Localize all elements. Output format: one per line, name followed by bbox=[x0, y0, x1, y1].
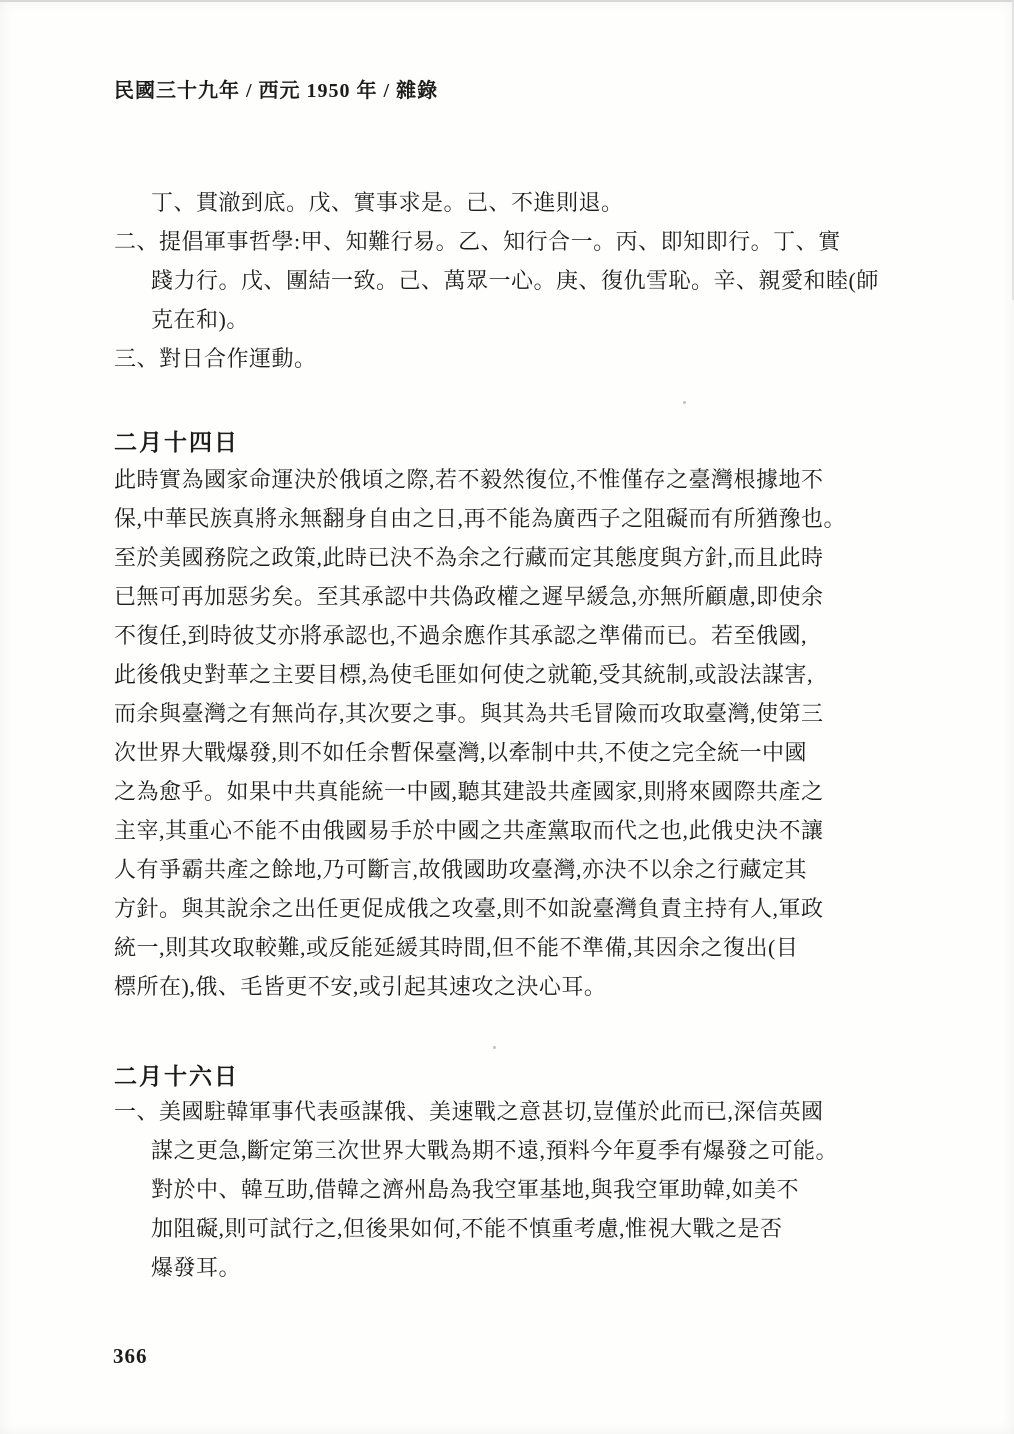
text-line: 踐力行。戊、團結一致。己、萬眾一心。庚、復仇雪恥。辛、親愛和睦(師 bbox=[151, 268, 879, 293]
text-line: 保,中華民族真將永無翻身自由之日,再不能為廣西子之阻礙而有所猶豫也。 bbox=[114, 506, 847, 531]
text-line: 爆發耳。 bbox=[151, 1255, 242, 1280]
text-line: 不復任,到時彼艾亦將承認也,不過余應作其承認之準備而已。若至俄國, bbox=[114, 623, 808, 648]
feb14-paragraph bbox=[114, 460, 944, 1006]
text-line: 至於美國務院之政策,此時已決不為余之行藏而定其態度與方針,而且此時 bbox=[114, 545, 824, 570]
page-number: 366 bbox=[113, 1344, 148, 1368]
top-list-block bbox=[114, 183, 944, 378]
text-line: 加阻礙,則可試行之,但後果如何,不能不慎重考慮,惟視大戰之是否 bbox=[151, 1216, 783, 1241]
text-line: 此後俄史對華之主要目標,為使毛匪如何使之就範,受其統制,或設法謀害, bbox=[114, 662, 814, 687]
text-line: 而余與臺灣之有無尚存,其次要之事。與其為共毛冒險而攻取臺灣,使第三 bbox=[114, 701, 824, 726]
entry-date-heading: 二月十六日 bbox=[114, 1064, 239, 1089]
text-line: 主宰,其重心不能不由俄國易手於中國之共產黨取而代之也,此俄史決不讓 bbox=[114, 818, 824, 843]
text-line: 二、提倡軍事哲學:甲、知難行易。乙、知行合一。丙、即知即行。丁、實 bbox=[114, 229, 841, 254]
text-line: 方針。與其說余之出任更促成俄之攻臺,則不如說臺灣負責主持有人,軍政 bbox=[114, 896, 824, 921]
feb16-list-block bbox=[114, 1092, 944, 1287]
scan-edge-top bbox=[0, 0, 1014, 2]
text-line: 已無可再加惡劣矣。至其承認中共偽政權之遲早緩急,亦無所顧慮,即使余 bbox=[114, 584, 824, 609]
text-line: 之為愈乎。如果中共真能統一中國,聽其建設共產國家,則將來國際共產之 bbox=[114, 779, 824, 804]
text-line: 克在和)。 bbox=[151, 307, 249, 332]
text-line: 謀之更急,斷定第三次世界大戰為期不遠,預料今年夏季有爆發之可能。 bbox=[151, 1138, 839, 1163]
scan-speck bbox=[493, 1046, 496, 1049]
text-line: 三、對日合作運動。 bbox=[114, 346, 317, 371]
entry-date-heading: 二月十四日 bbox=[114, 430, 239, 455]
text-line: 對於中、韓互助,借韓之濟州島為我空軍基地,與我空軍助韓,如美不 bbox=[151, 1177, 800, 1202]
text-line: 此時實為國家命運決於俄頃之際,若不毅然復位,不惟僅存之臺灣根據地不 bbox=[114, 467, 824, 492]
scan-speck bbox=[683, 401, 686, 404]
text-line: 人有爭霸共產之餘地,乃可斷言,故俄國助攻臺灣,亦決不以余之行藏定其 bbox=[114, 857, 808, 882]
text-line: 次世界大戰爆發,則不如任余暫保臺灣,以牽制中共,不使之完全統一中國 bbox=[114, 740, 808, 765]
text-line: 一、美國駐韓軍事代表亟謀俄、美速戰之意甚切,豈僅於此而已,深信英國 bbox=[114, 1099, 824, 1124]
running-header: 民國三十九年 / 西元 1950 年 / 雜錄 bbox=[114, 80, 439, 102]
text-line: 丁、貫澈到底。戊、實事求是。己、不進則退。 bbox=[151, 190, 624, 215]
text-line: 標所在),俄、毛皆更不安,或引起其速攻之決心耳。 bbox=[114, 974, 607, 999]
text-line: 統一,則其攻取較難,或反能延緩其時間,但不能不準備,其因余之復出(目 bbox=[114, 935, 799, 960]
